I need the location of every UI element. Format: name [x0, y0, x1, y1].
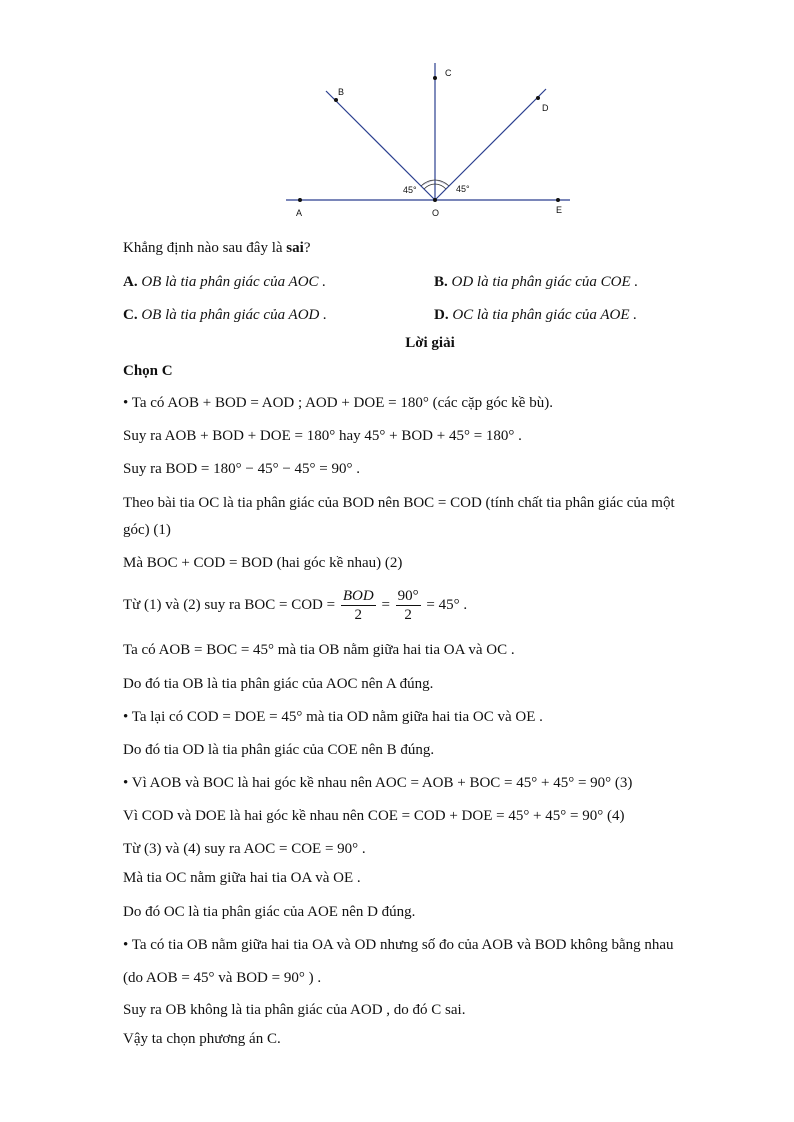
- solution-line-10: Do đó tia OD là tia phân giác của COE nên B đúng.: [123, 742, 435, 758]
- solution-line-4: Theo bài tia OC là tia phân giác của BOD nên BOC = COD (tính chất tia phân giác của một: [123, 495, 675, 511]
- label-A: A: [296, 208, 303, 218]
- point-E: [556, 198, 560, 202]
- solution-line-3: Suy ra BOD = 180° − 45° − 45° = 90° .: [123, 461, 360, 477]
- question: Khẳng định nào sau đây là sai?: [123, 240, 311, 256]
- arc-left: [421, 180, 435, 186]
- option-c: C. OB là tia phân giác của AOD .: [123, 307, 327, 323]
- solution-line-8: Do đó tia OB là tia phân giác của AOC nên A đúng.: [123, 676, 434, 692]
- solution-line-6: Mà BOC + COD = BOD (hai góc kề nhau) (2): [123, 555, 403, 571]
- angle-label-left: 45°: [403, 185, 417, 195]
- fraction-2: $\frac{90^\circ}{2}$: [397, 588, 419, 624]
- point-C: [433, 76, 437, 80]
- point-B: [334, 98, 338, 102]
- angle-figure: [280, 55, 580, 225]
- option-b: B. OD là tia phân giác của COE .: [434, 274, 639, 290]
- solution-line-16: • Ta có tia OB nằm giữa hai tia OA và OD nhưng số đo của AOB và BOD không bằng nhau: [123, 937, 674, 953]
- label-B: B: [338, 87, 345, 97]
- ray-OB: [326, 91, 435, 200]
- label-D: D: [542, 103, 549, 113]
- point-O: [433, 198, 437, 202]
- solution-line-7: Ta có AOB = BOC = 45° mà tia OB nằm giữa hai tia OA và OC .: [123, 642, 515, 658]
- solution-title: Lời giải: [405, 335, 455, 351]
- fraction-line: Từ (1) và (2) suy ra BOC = COD = $\frac{\text{BOD}}{2}$ = $\frac{90^\circ}{2}$ = 45° .: [123, 588, 468, 624]
- answer: Chọn C: [123, 363, 173, 379]
- solution-line-18: Suy ra OB không là tia phân giác của AOD , do đó C sai.: [123, 1002, 466, 1018]
- point-A: [298, 198, 302, 202]
- option-d: D. OC là tia phân giác của AOE .: [434, 307, 638, 323]
- solution-line-1: • Ta có AOB + BOD = AOD ; AOD + DOE = 180° (các cặp góc kề bù).: [123, 395, 553, 411]
- arc-right: [435, 180, 449, 186]
- option-a: A. OB là tia phân giác của AOC .: [123, 274, 327, 290]
- fraction-1: $\frac{\text{BOD}}{2}$: [342, 588, 374, 624]
- point-D: [536, 96, 540, 100]
- label-O: O: [432, 208, 440, 218]
- solution-line-14: Mà tia OC nằm giữa hai tia OA và OE .: [123, 870, 361, 886]
- solution-line-15: Do đó OC là tia phân giác của AOE nên D đúng.: [123, 904, 416, 920]
- question-bold: sai: [286, 240, 304, 256]
- solution-line-13: Từ (3) và (4) suy ra AOC = COE = 90° .: [123, 841, 366, 857]
- label-C: C: [445, 68, 452, 78]
- solution-line-2: Suy ra AOB + BOD + DOE = 180° hay 45° + BOD + 45° = 180° .: [123, 428, 522, 444]
- solution-line-12: Vì COD và DOE là hai góc kề nhau nên COE = COD + DOE = 45° + 45° = 90° (4): [123, 808, 625, 824]
- solution-line-9: • Ta lại có COD = DOE = 45° mà tia OD nằm giữa hai tia OC và OE .: [123, 709, 543, 725]
- ray-OD: [435, 89, 546, 200]
- question-text: Khẳng định nào sau đây là: [123, 240, 287, 256]
- solution-line-5: góc) (1): [123, 522, 171, 538]
- solution-line-17: (do AOB = 45° và BOD = 90° ) .: [123, 970, 322, 986]
- solution-line-11: • Vì AOB và BOC là hai góc kề nhau nên AOC = AOB + BOC = 45° + 45° = 90° (3): [123, 775, 633, 791]
- label-E: E: [556, 205, 563, 215]
- solution-line-19: Vậy ta chọn phương án C.: [123, 1031, 281, 1047]
- angle-diagram: [280, 55, 580, 225]
- angle-label-right: 45°: [456, 184, 470, 194]
